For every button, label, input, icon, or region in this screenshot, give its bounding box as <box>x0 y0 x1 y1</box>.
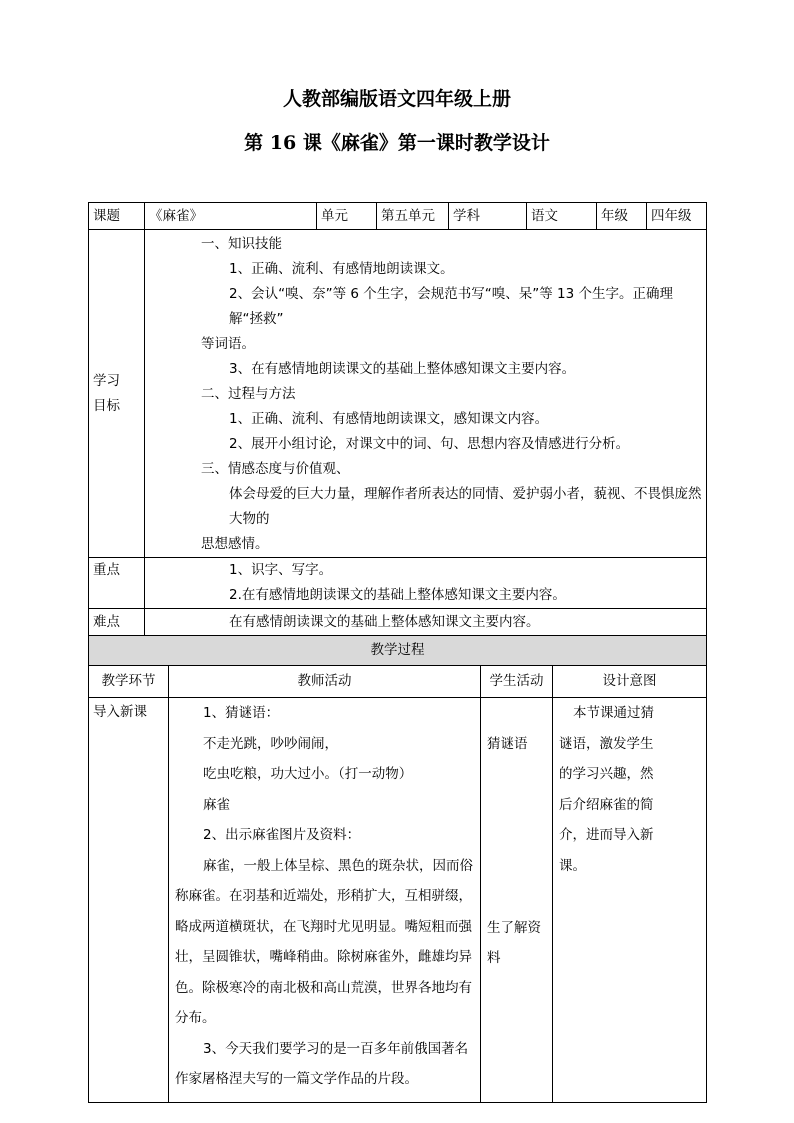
goals-line: 2、展开小组讨论，对课文中的词、句、思想内容及情感进行分析。 <box>229 436 630 452</box>
teacher-line: 分布。 <box>175 1010 216 1026</box>
goals-row <box>89 230 707 558</box>
intent-line: 介，进而导入新 <box>559 827 654 843</box>
process-header-row <box>89 666 707 698</box>
col-intent: 设计意图 <box>553 666 707 698</box>
teacher-line: 不走光跳，吵吵闹闹， <box>203 735 338 752</box>
difficulty-label: 难点 <box>89 609 145 636</box>
goals-line: 1、正确、流利、有感情地朗读课文。 <box>229 261 454 277</box>
goals-content <box>145 230 707 558</box>
subject-value: 语文 <box>527 203 597 230</box>
design-intent <box>553 698 707 1103</box>
process-content-row <box>89 698 707 1103</box>
document-subtitle: 第 16 课《麻雀》第一课时教学设计 <box>244 132 550 154</box>
student-line: 生了解资料 <box>487 919 541 966</box>
teacher-line: 麻雀 <box>203 796 230 813</box>
teacher-line: 1、猜谜语： <box>203 705 280 721</box>
info-row <box>89 203 707 230</box>
key-point-line: 1、识字、写字。 <box>229 562 333 578</box>
goals-line: 体会母爱的巨大力量，理解作者所表达的同情、爱护弱小者，藐视、不畏惧庞然大物的 <box>229 486 702 527</box>
grade-value: 四年级 <box>647 203 707 230</box>
key-point-line: 2.在有感情地朗读课文的基础上整体感知课文主要内容。 <box>229 587 566 603</box>
label-unit: 单元 <box>317 203 377 230</box>
intent-line: 谜语，激发学生 <box>559 735 654 752</box>
col-teacher: 教师活动 <box>169 666 481 698</box>
teacher-line: 吃虫吃粮，功大过小。（打一动物） <box>203 766 413 782</box>
teacher-line: 称麻雀。在羽基和近端处，形稍扩大，互相骈缀， <box>175 888 472 904</box>
key-points-label: 重点 <box>89 558 145 609</box>
difficulty-content: 在有感情朗读课文的基础上整体感知课文主要内容。 <box>145 609 707 636</box>
intent-line: 后介绍麻雀的简 <box>559 796 654 813</box>
document-title: 人教部编版语文四年级上册 <box>282 88 511 110</box>
intent-line: 的学习兴趣，然 <box>559 766 654 782</box>
course-value: 《麻雀》 <box>145 203 317 230</box>
goals-line: 三、情感态度与价值观、 <box>201 461 350 477</box>
teacher-line: 3、今天我们要学习的是一百多年前俄国著名 <box>203 1040 469 1057</box>
teacher-line: 2、出示麻雀图片及资料： <box>203 827 361 843</box>
label-course: 课题 <box>89 203 145 230</box>
teacher-line: 作家屠格涅夫写的一篇文学作品的片段。 <box>175 1071 418 1087</box>
teacher-line: 色。除极寒冷的南北极和高山荒漠，世界各地均有 <box>175 979 472 996</box>
process-title: 教学过程 <box>89 636 707 666</box>
unit-value: 第五单元 <box>377 203 449 230</box>
goals-label: 学习 目标 <box>89 230 145 558</box>
process-title-row <box>89 636 707 666</box>
goals-line: 1、正确、流利、有感情地朗读课文，感知课文内容。 <box>229 411 549 427</box>
key-points-row <box>89 558 707 609</box>
label-grade: 年级 <box>597 203 647 230</box>
goals-line: 思想感情。 <box>201 536 269 552</box>
stage-cell: 导入新课 <box>89 698 169 1103</box>
teacher-line: 麻雀，一般上体呈棕、黑色的斑杂状，因而俗 <box>203 857 473 874</box>
col-student: 学生活动 <box>481 666 553 698</box>
col-stage: 教学环节 <box>89 666 169 698</box>
lesson-plan-table <box>88 202 707 1103</box>
student-activity <box>481 698 553 1103</box>
label-subject: 学科 <box>449 203 527 230</box>
goals-line: 3、在有感情地朗读课文的基础上整体感知课文主要内容。 <box>229 361 576 377</box>
student-line: 猜谜语 <box>487 736 528 752</box>
goals-line: 2、会认“嗅、奈”等 6 个生字，会规范书写“嗅、呆”等 13 个生字。正确理解“拯救” <box>229 286 673 327</box>
goals-line: 等词语。 <box>201 336 255 352</box>
difficulty-row <box>89 609 707 636</box>
goals-line: 二、过程与方法 <box>201 386 296 402</box>
intent-line: 课。 <box>559 857 586 874</box>
intent-line: 本节课通过猜 <box>573 705 654 721</box>
teacher-line: 略成两道横斑状，在飞翔时尤见明显。嘴短粗而强 <box>175 918 472 935</box>
teacher-activity <box>169 698 481 1103</box>
teacher-line: 壮，呈圆锥状，嘴峰稍曲。除树麻雀外，雌雄均异 <box>175 949 472 965</box>
goals-line: 一、知识技能 <box>201 236 282 252</box>
key-points-content <box>145 558 707 609</box>
